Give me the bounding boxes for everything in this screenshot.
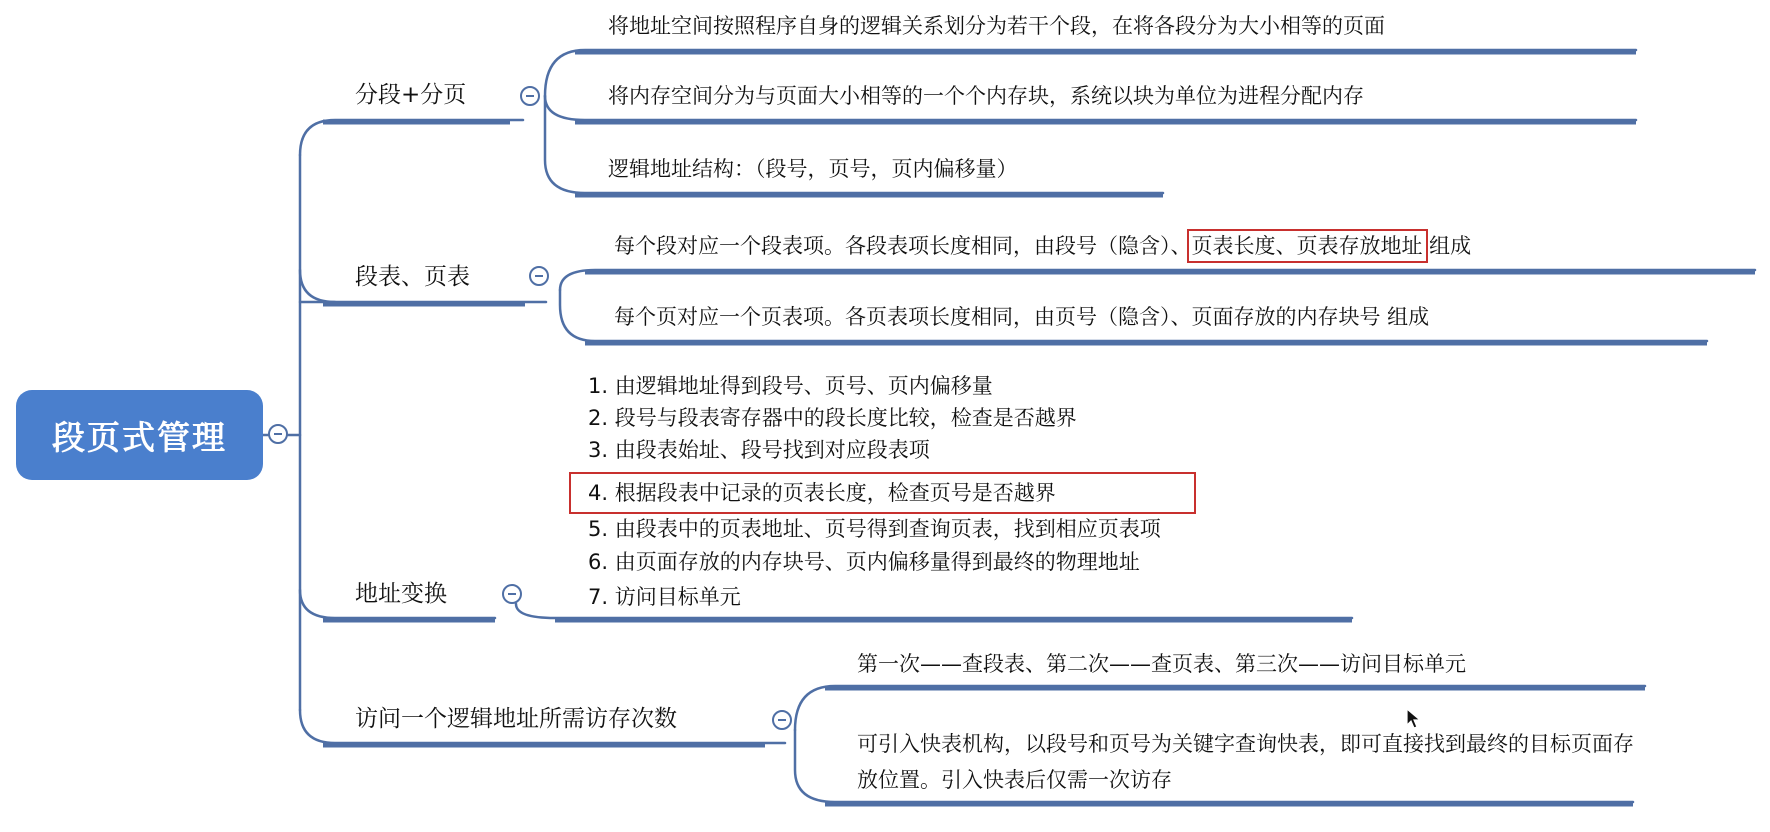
leaf-address-space bbox=[608, 12, 1385, 40]
step-6: 6. 由页面存放的内存块号、页内偏移量得到最终的物理地址 bbox=[588, 550, 1140, 574]
leaf-text: 将内存空间分为与页面大小相等的一个个内存块，系统以块为单位为进程分配内存 bbox=[608, 84, 1364, 108]
branch-label: 访问一个逻辑地址所需访存次数 bbox=[355, 706, 677, 732]
leaf-text: 每个页对应一个页表项。各页表项长度相同，由页号（隐含）、页面存放的内存块号 组成 bbox=[614, 305, 1430, 329]
step-4: 4. 根据段表中记录的页表长度，检查页号是否越界 bbox=[588, 481, 1056, 505]
branch-1-collapse-icon[interactable] bbox=[520, 86, 540, 106]
leaf-text-after: 组成 bbox=[1422, 234, 1472, 258]
branch-label: 地址变换 bbox=[355, 581, 447, 607]
highlighted-text: 页表长度、页表存放地址 bbox=[1191, 234, 1423, 258]
leaf-logical-address bbox=[608, 155, 1018, 183]
step-3: 3. 由段表始址、段号找到对应段表项 bbox=[588, 438, 930, 462]
mouse-pointer-icon bbox=[1406, 708, 1422, 730]
branch-segment-page-tables[interactable] bbox=[355, 263, 470, 291]
step-7: 7. 访问目标单元 bbox=[588, 585, 741, 609]
step-4-highlight-box bbox=[569, 472, 1196, 514]
leaf-text: 可引入快表机构，以段号和页号为关键字查询快表，即可直接找到最终的目标页面存放位置。引入快表后仅需一次访存 bbox=[857, 732, 1634, 792]
leaf-text: 将地址空间按照程序自身的逻辑关系划分为若干个段，在将各段分为大小相等的页面 bbox=[608, 14, 1385, 38]
branch-segment-paging[interactable] bbox=[355, 81, 466, 109]
root-collapse-icon[interactable] bbox=[268, 424, 288, 444]
leaf-memory-space bbox=[608, 82, 1364, 110]
step-1: 1. 由逻辑地址得到段号、页号、页内偏移量 bbox=[588, 374, 993, 398]
leaf-text: 逻辑地址结构：（段号，页号，页内偏移量） bbox=[608, 157, 1018, 181]
branch-label: 段表、页表 bbox=[355, 264, 470, 290]
root-node[interactable] bbox=[16, 390, 263, 480]
branch-3-collapse-icon[interactable] bbox=[502, 584, 522, 604]
leaf-text: 第一次——查段表、第二次——查页表、第三次——访问目标单元 bbox=[857, 652, 1466, 676]
leaf-tlb bbox=[857, 726, 1637, 798]
branch-2-collapse-icon[interactable] bbox=[529, 266, 549, 286]
leaf-three-accesses bbox=[857, 650, 1466, 678]
leaf-text-before: 每个段对应一个段表项。各段表项长度相同，由段号（隐含）、 bbox=[614, 234, 1192, 258]
step-5: 5. 由段表中的页表地址、页号得到查询页表，找到相应页表项 bbox=[588, 517, 1161, 541]
root-label: 段页式管理 bbox=[52, 417, 227, 457]
branch-memory-access-count[interactable] bbox=[355, 705, 677, 733]
branch-4-collapse-icon[interactable] bbox=[772, 710, 792, 730]
step-2: 2. 段号与段表寄存器中的段长度比较，检查是否越界 bbox=[588, 406, 1077, 430]
leaf-page-table-entry bbox=[614, 303, 1429, 331]
branch-address-translation[interactable] bbox=[355, 580, 447, 608]
leaf-segment-table-entry bbox=[614, 232, 1471, 260]
branch-label: 分段+分页 bbox=[355, 82, 467, 108]
